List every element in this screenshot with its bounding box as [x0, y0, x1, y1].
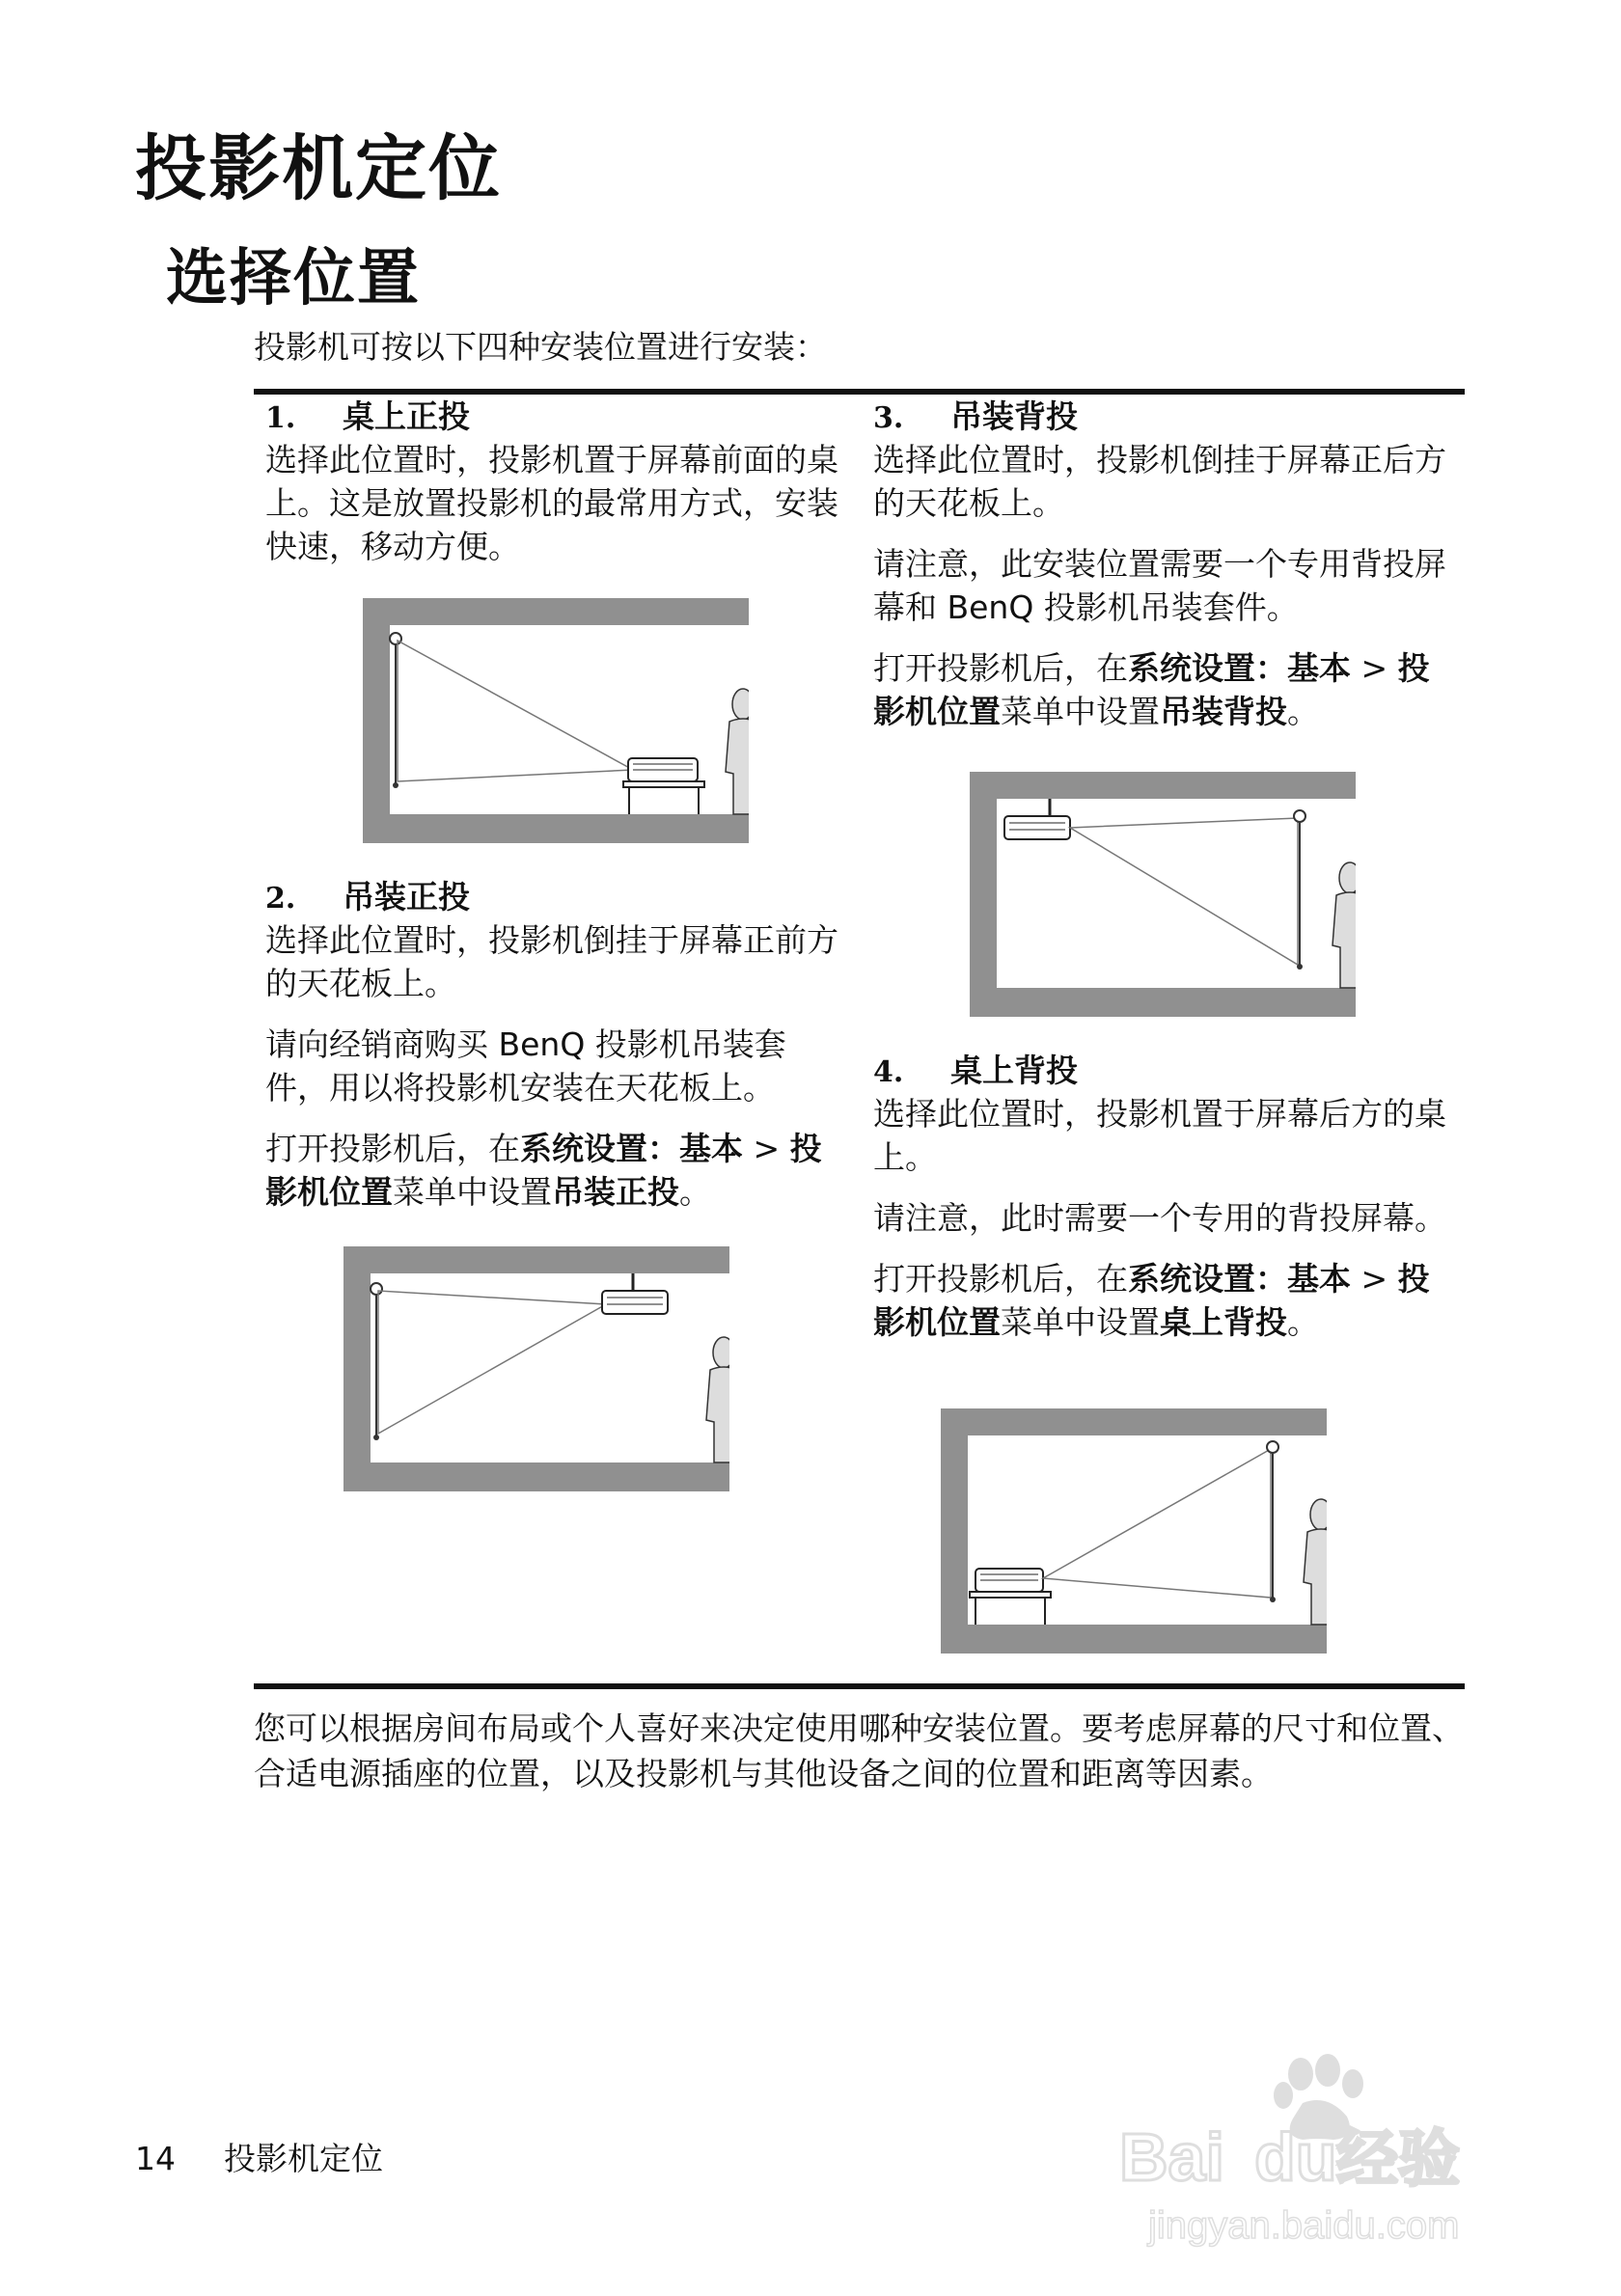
menu-path-projector-position: 投影机位置 — [873, 649, 1430, 730]
menu-text: 菜单中设置 — [393, 1173, 552, 1211]
watermark-brand-cn: 经验 — [1336, 2124, 1460, 2196]
menu-value: 桌上背投 — [1160, 1303, 1287, 1341]
bottom-rule — [254, 1683, 1465, 1689]
closing-paragraph: 您可以根据房间布局或个人喜好来决定使用哪种安装位置。要考虑屏幕的尺寸和位置、合适电源插座的位置，以及投影机与其他设备之间的位置和距离等因素。 — [254, 1709, 1464, 1792]
section-2-paragraph-1: 选择此位置时，投影机倒挂于屏幕正前方的天花板上。 — [265, 921, 838, 1002]
ceiling — [970, 772, 1356, 799]
screen-bottom — [373, 1435, 379, 1440]
screen-roll-icon — [1267, 1441, 1278, 1453]
projection-beam — [1070, 818, 1298, 965]
person-icon — [706, 1337, 729, 1462]
section-1 — [265, 397, 844, 586]
section-4-menu-instruction — [873, 1257, 1452, 1344]
section-2-paragraph-2: 请向经销商购买 BenQ 投影机吊装套件，用以将投影机安装在天花板上。 — [265, 1025, 786, 1107]
menu-text: 菜单中设置 — [1001, 1303, 1160, 1341]
section-3-menu-instruction — [873, 646, 1452, 733]
page-title: 投影机定位 — [135, 127, 502, 210]
section-4-paragraph-2: 请注意，此时需要一个专用的背投屏幕。 — [873, 1199, 1446, 1237]
section-3-paragraph-2: 请注意，此安装位置需要一个专用背投屏幕和 BenQ 投影机吊装套件。 — [873, 545, 1446, 626]
section-3-heading — [873, 397, 1452, 438]
watermark-brand-latin: Bai — [1119, 2119, 1224, 2195]
figure-table-front — [363, 598, 749, 843]
person-icon — [1304, 1499, 1327, 1625]
screen-bottom — [393, 782, 398, 788]
section-2 — [265, 878, 844, 1231]
menu-path-system-basic: 系统设置：基本 — [1128, 1260, 1351, 1298]
page-number: 14 — [135, 2140, 176, 2177]
projection-beam — [398, 641, 633, 781]
person-icon — [1333, 862, 1356, 988]
intro-text: 投影机可按以下四种安装位置进行安装： — [254, 328, 827, 366]
section-1-paragraph-1: 选择此位置时，投影机置于屏幕前面的桌上。这是放置投影机的最常用方式，安装快速，移动方便。 — [265, 441, 838, 565]
section-4 — [873, 1052, 1452, 1361]
screen-bottom — [1270, 1597, 1276, 1602]
top-rule — [254, 389, 1465, 395]
section-2-heading — [265, 878, 844, 918]
menu-text: 。 — [679, 1173, 711, 1211]
section-4-heading-text: 桌上背投 — [950, 1052, 1078, 1089]
table-icon — [970, 1592, 1051, 1598]
section-3-heading-text: 吊装背投 — [950, 397, 1078, 435]
baidu-jingyan-watermark — [1110, 2045, 1476, 2267]
floor — [970, 988, 1356, 1017]
wall — [941, 1408, 968, 1654]
menu-path-projector-position: 投影机位置 — [873, 1260, 1430, 1341]
menu-separator: > — [743, 1130, 790, 1167]
screen-roll-icon — [1294, 810, 1305, 822]
projector-icon — [602, 1291, 668, 1314]
menu-text: 打开投影机后，在 — [873, 649, 1128, 687]
page-footer-label: 投影机定位 — [224, 2140, 383, 2177]
section-1-number: 1. — [265, 401, 296, 435]
section-3-paragraph-1: 选择此位置时，投影机倒挂于屏幕正后方的天花板上。 — [873, 441, 1446, 522]
person-icon — [726, 689, 749, 814]
section-title: 选择位置 — [166, 243, 421, 314]
section-4-number: 4. — [873, 1055, 904, 1089]
floor — [363, 814, 749, 843]
section-2-heading-text: 吊装正投 — [343, 878, 470, 916]
menu-path-projector-position: 投影机位置 — [265, 1130, 822, 1211]
watermark-url: jingyan.baidu.com — [1148, 2204, 1460, 2247]
figure-ceiling-front — [343, 1246, 729, 1491]
ceiling — [941, 1408, 1327, 1435]
wall — [363, 598, 390, 843]
menu-text: 。 — [1287, 693, 1319, 730]
section-2-menu-instruction — [265, 1127, 844, 1214]
section-2-number: 2. — [265, 882, 296, 916]
figure-ceiling-rear — [970, 772, 1356, 1017]
table-icon — [623, 781, 704, 787]
floor — [941, 1625, 1327, 1654]
section-4-paragraph-1: 选择此位置时，投影机置于屏幕后方的桌上。 — [873, 1095, 1446, 1176]
screen-roll-icon — [390, 633, 401, 644]
menu-text: 菜单中设置 — [1001, 693, 1160, 730]
watermark-brand-du: du — [1254, 2119, 1337, 2195]
section-1-heading — [265, 397, 844, 438]
menu-separator: > — [1351, 649, 1398, 687]
projection-beam — [1043, 1449, 1271, 1598]
menu-path-system-basic: 系统设置：基本 — [1128, 649, 1351, 687]
projection-beam — [378, 1291, 606, 1434]
wall — [970, 772, 997, 1017]
menu-path-system-basic: 系统设置：基本 — [520, 1130, 743, 1167]
menu-text: 。 — [1287, 1303, 1319, 1341]
floor — [343, 1462, 729, 1491]
section-4-heading — [873, 1052, 1452, 1092]
ceiling — [343, 1246, 729, 1273]
menu-value: 吊装正投 — [552, 1173, 679, 1211]
screen-bottom — [1297, 964, 1303, 970]
ceiling — [363, 598, 749, 625]
menu-text: 打开投影机后，在 — [265, 1130, 520, 1167]
menu-separator: > — [1351, 1260, 1398, 1298]
section-1-heading-text: 桌上正投 — [343, 397, 470, 435]
figure-table-rear — [941, 1408, 1327, 1654]
menu-text: 打开投影机后，在 — [873, 1260, 1128, 1298]
wall — [343, 1246, 371, 1491]
section-3 — [873, 397, 1452, 751]
menu-value: 吊装背投 — [1160, 693, 1287, 730]
section-3-number: 3. — [873, 401, 904, 435]
projector-icon — [1004, 816, 1070, 839]
screen-roll-icon — [371, 1283, 382, 1295]
